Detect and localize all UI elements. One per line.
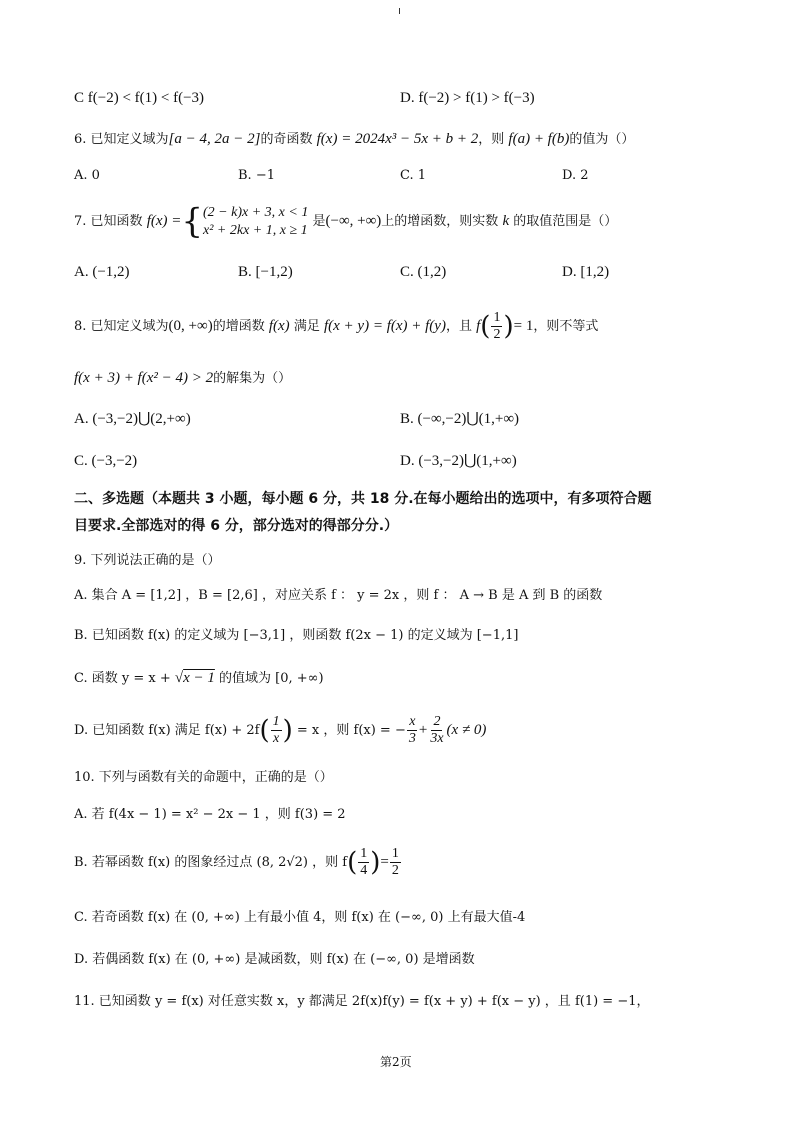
q7-case-1: (2 − k)x + 3, x < 1	[203, 204, 309, 220]
q10-option-c: C. 若奇函数 f(x) 在 (0, +∞) 上有最小值 4，则 f(x) 在 (−∞, 0) 上有最大值-4	[74, 910, 526, 925]
q7-k: k	[502, 213, 510, 229]
q10-option-a: A. 若 f(4x − 1) = x² − 2x − 1 ，则 f(3) = 2	[74, 807, 346, 822]
q7-option-c: C. (1,2)	[400, 264, 447, 280]
q8-stem-a: 8. 已知定义域为	[74, 319, 169, 334]
q7-function: f(x) =	[146, 213, 182, 229]
q6-stem-b: 的奇函数	[260, 132, 313, 147]
q6-option-c: C. 1	[400, 168, 427, 183]
q9-d-frac-2-num: x	[409, 714, 416, 729]
q8-paren-r: )	[503, 311, 514, 342]
q8-fraction-half	[491, 310, 502, 343]
q10-b-frac-1-den: 4	[360, 863, 368, 878]
question-7	[74, 198, 617, 245]
section-2-heading-line-1: 二、多选题（本题共 3 小题，每小题 6 分，共 18 分.在每小题给出的选项中，有多项符合题	[74, 491, 652, 507]
q9-d-frac-3-den: 3x	[430, 731, 444, 746]
q8-option-d: D. (−3,−2)⋃(1,+∞)	[400, 453, 517, 469]
q7-domain: (−∞, +∞)	[325, 213, 382, 229]
q6-stem-a: 6. 已知定义域为	[74, 132, 169, 147]
q6-option-d: D. 2	[562, 168, 589, 183]
q7-case-2: x² + 2kx + 1, x ≥ 1	[203, 222, 308, 238]
q7-option-b: B. [−1,2)	[238, 264, 293, 280]
q8-stem-e: ，则不等式	[533, 319, 599, 334]
q9-d-frac-2	[407, 714, 418, 747]
q9-d-mid: = x ，则 f(x) = −	[296, 723, 406, 738]
q6-stem-c: ，则	[478, 132, 505, 147]
q9-d-pre: D. 已知函数 f(x) 满足 f(x) + 2f	[74, 723, 260, 738]
q8-option-c: C. (−3,−2)	[74, 453, 138, 469]
q6-sum: f(a) + f(b)	[508, 131, 570, 147]
q8-eq-one: = 1	[513, 318, 534, 334]
q8-domain: (0, +∞)	[168, 318, 213, 334]
q9-d-post: (x ≠ 0)	[446, 722, 487, 738]
q6-interval: [a − 4, 2a − 2]	[168, 131, 261, 147]
q9-option-a: A. 集合 A = [1,2] ，B = [2,6] ，对应关系 f ： y = 2x ，则 f ： A → B 是 A 到 B 的函数	[74, 588, 603, 603]
q9-d-paren-l: (	[259, 715, 270, 746]
q10-option-b	[74, 842, 402, 883]
header-mark	[399, 8, 400, 14]
q9-c-pre: C. 函数 y = x +	[74, 671, 175, 686]
q8-line-2	[74, 368, 291, 389]
q7-option-a: A. (−1,2)	[74, 264, 130, 280]
q7-cases	[203, 204, 308, 240]
q7-stem-c: 上的增函数，则实数	[381, 214, 499, 229]
q10-b-frac-2-den: 2	[391, 863, 399, 878]
q9-option-c	[74, 668, 324, 689]
q9-option-b: B. 已知函数 f(x) 的定义域为 [−3,1] ，则函数 f(2x − 1) 的定义域为 [−1,1]	[74, 628, 519, 643]
q10-b-paren-l: (	[347, 847, 358, 878]
q7-option-d: D. [1,2)	[562, 264, 610, 280]
q6-stem-d: 的值为（）	[569, 132, 635, 147]
q9-d-plus: +	[418, 722, 428, 738]
q8-equation: f(x + y) = f(x) + f(y)	[323, 318, 446, 334]
q9-d-frac-3-num: 2	[433, 714, 441, 729]
q6-function: f(x) = 2024x³ − 5x + b + 2	[316, 131, 479, 147]
q9-c-radicand: x − 1	[183, 670, 215, 686]
q8-half-num: 1	[493, 310, 501, 325]
q9-d-frac-1	[271, 714, 282, 747]
page-number: 第2页	[380, 1055, 412, 1069]
question-11: 11. 已知函数 y = f(x) 对任意实数 x，y 都满足 2f(x)f(y) = f(x + y) + f(x − y) ，且 f(1) = −1，	[74, 994, 650, 1009]
q8-fx: f(x)	[268, 318, 290, 334]
q7-brace: {	[181, 201, 204, 242]
q8-option-b: B. (−∞,−2)⋃(1,+∞)	[400, 411, 520, 427]
question-10: 10. 下列与函数有关的命题中，正确的是（）	[74, 770, 333, 785]
q9-d-frac-2-den: 3	[408, 731, 416, 746]
q8-inequality: f(x + 3) + f(x² − 4) > 2	[74, 370, 214, 386]
q8-f: f	[476, 318, 481, 334]
q7-stem-a: 7. 已知函数	[74, 214, 143, 229]
question-9: 9. 下列说法正确的是（）	[74, 553, 221, 568]
q9-d-frac-1-num: 1	[272, 714, 280, 729]
q8-half-den: 2	[493, 327, 501, 342]
q9-option-d	[74, 710, 486, 751]
q8-paren-l: (	[480, 311, 491, 342]
q7-stem-b: 是	[312, 214, 326, 229]
q6-option-b: B. −1	[238, 168, 275, 183]
option-d-prev: D. f(−2) > f(1) > f(−3)	[400, 90, 535, 106]
section-2-heading-line-2: 目要求.全部选对的得 6 分，部分选对的得部分分.）	[74, 518, 399, 534]
q9-c-root-sign: √	[174, 670, 184, 686]
question-6	[74, 129, 634, 150]
q8-stem-d: ，且	[445, 319, 472, 334]
question-8	[74, 308, 598, 345]
q10-b-pre: B. 若幂函数 f(x) 的图象经过点 (8, 2√2) ，则 f	[74, 855, 348, 870]
q8-stem-b: 的增函数	[212, 319, 265, 334]
q8-stem-c: 满足	[293, 319, 320, 334]
option-c-prev: C f(−2) < f(1) < f(−3)	[74, 90, 205, 106]
q9-d-frac-1-den: x	[272, 731, 280, 746]
q10-option-d: D. 若偶函数 f(x) 在 (0, +∞) 是减函数，则 f(x) 在 (−∞, 0) 是增函数	[74, 952, 475, 967]
q8-stem-f: 的解集为（）	[213, 371, 292, 386]
q6-option-a: A. 0	[74, 168, 100, 183]
q10-b-frac-1	[358, 846, 369, 879]
q10-b-eq: =	[380, 854, 389, 870]
q9-d-paren-r: )	[282, 715, 293, 746]
q7-stem-d: 的取值范围是（）	[513, 214, 618, 229]
q9-d-frac-3	[428, 714, 445, 747]
q10-b-frac-2-num: 1	[391, 846, 399, 861]
q9-c-post: 的值域为 [0, +∞)	[214, 671, 324, 686]
q8-option-a: A. (−3,−2)⋃(2,+∞)	[74, 411, 191, 427]
q10-b-frac-2	[390, 846, 401, 879]
q10-b-paren-r: )	[370, 847, 381, 878]
q10-b-frac-1-num: 1	[360, 846, 368, 861]
